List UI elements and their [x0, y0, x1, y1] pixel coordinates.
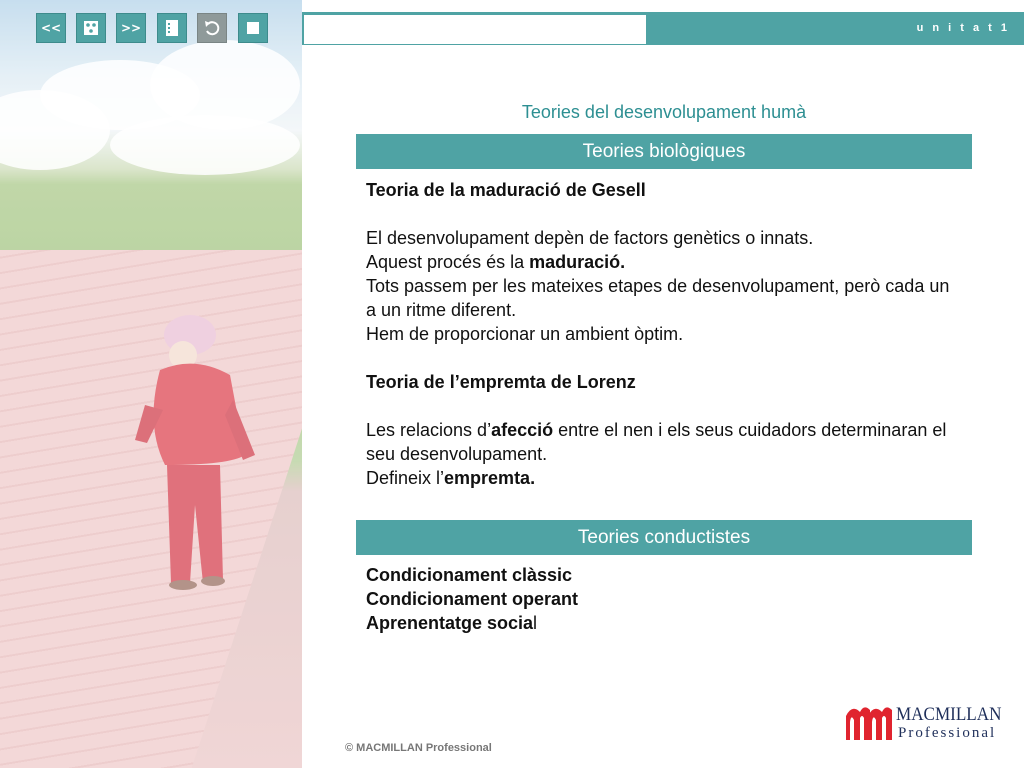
- gesell-line-4: Hem de proporcionar un ambient òptim.: [366, 324, 684, 344]
- macmillan-mark-icon: [846, 702, 892, 742]
- lorenz-line-2: Defineix l’: [366, 468, 445, 488]
- maturation-term: maduració.: [529, 252, 626, 272]
- lorenz-title: Teoria de l’empremta de Lorenz: [366, 372, 636, 392]
- previous-button[interactable]: <<: [36, 13, 66, 43]
- lorenz-line-1: Les relacions d’: [366, 420, 492, 440]
- macmillan-logo: [846, 702, 1002, 746]
- undo-button[interactable]: [197, 13, 227, 43]
- header-bar: [302, 12, 1024, 45]
- lorenz-line-1-rest: entre el nen i els seus cuidadors determinaran el seu desenvolupament.: [366, 420, 947, 464]
- gesell-line-1: El desenvolupament depèn de factors genètics o innats.: [366, 228, 814, 248]
- undo-icon: [203, 19, 221, 37]
- attachment-term: afecció: [491, 420, 554, 440]
- imprinting-term: empremta.: [444, 468, 536, 488]
- gesell-line-2: Aquest procés és la: [366, 252, 530, 272]
- logo-brand: MACMILLAN: [896, 704, 1002, 725]
- list-item: Aprenentatge socia: [366, 613, 534, 633]
- list-item: Condicionament clàssic: [366, 565, 573, 585]
- gesell-line-3: Tots passem per les mateixes etapes de desenvolupament, però cada un a un ritme diferent.: [366, 276, 950, 320]
- list-item-rest: l: [533, 613, 538, 633]
- section-content-biological: [366, 178, 956, 490]
- page-title: Teories del desenvolupament humà: [521, 102, 807, 122]
- dice-icon: [83, 20, 99, 36]
- logo-subtitle: Professional: [898, 725, 997, 741]
- section-heading-biological: Teories biològiques: [356, 134, 972, 169]
- gesell-title: Teoria de la maduració de Gesell: [366, 180, 646, 200]
- list-icon: [165, 19, 179, 37]
- index-button[interactable]: [157, 13, 187, 43]
- next-button[interactable]: >>: [116, 13, 146, 43]
- home-button[interactable]: [76, 13, 106, 43]
- header-title-field: [304, 15, 646, 44]
- section-heading-behaviorist: Teories conductistes: [356, 520, 972, 555]
- stop-icon: [247, 22, 259, 34]
- list-item: Condicionament operant: [366, 589, 579, 609]
- stop-button[interactable]: [238, 13, 268, 43]
- background-photo: [0, 0, 302, 768]
- section-content-behaviorist: [366, 563, 956, 635]
- copyright-text: © MACMILLAN Professional: [345, 742, 492, 754]
- unit-label: u n i t a t 1: [916, 22, 1010, 34]
